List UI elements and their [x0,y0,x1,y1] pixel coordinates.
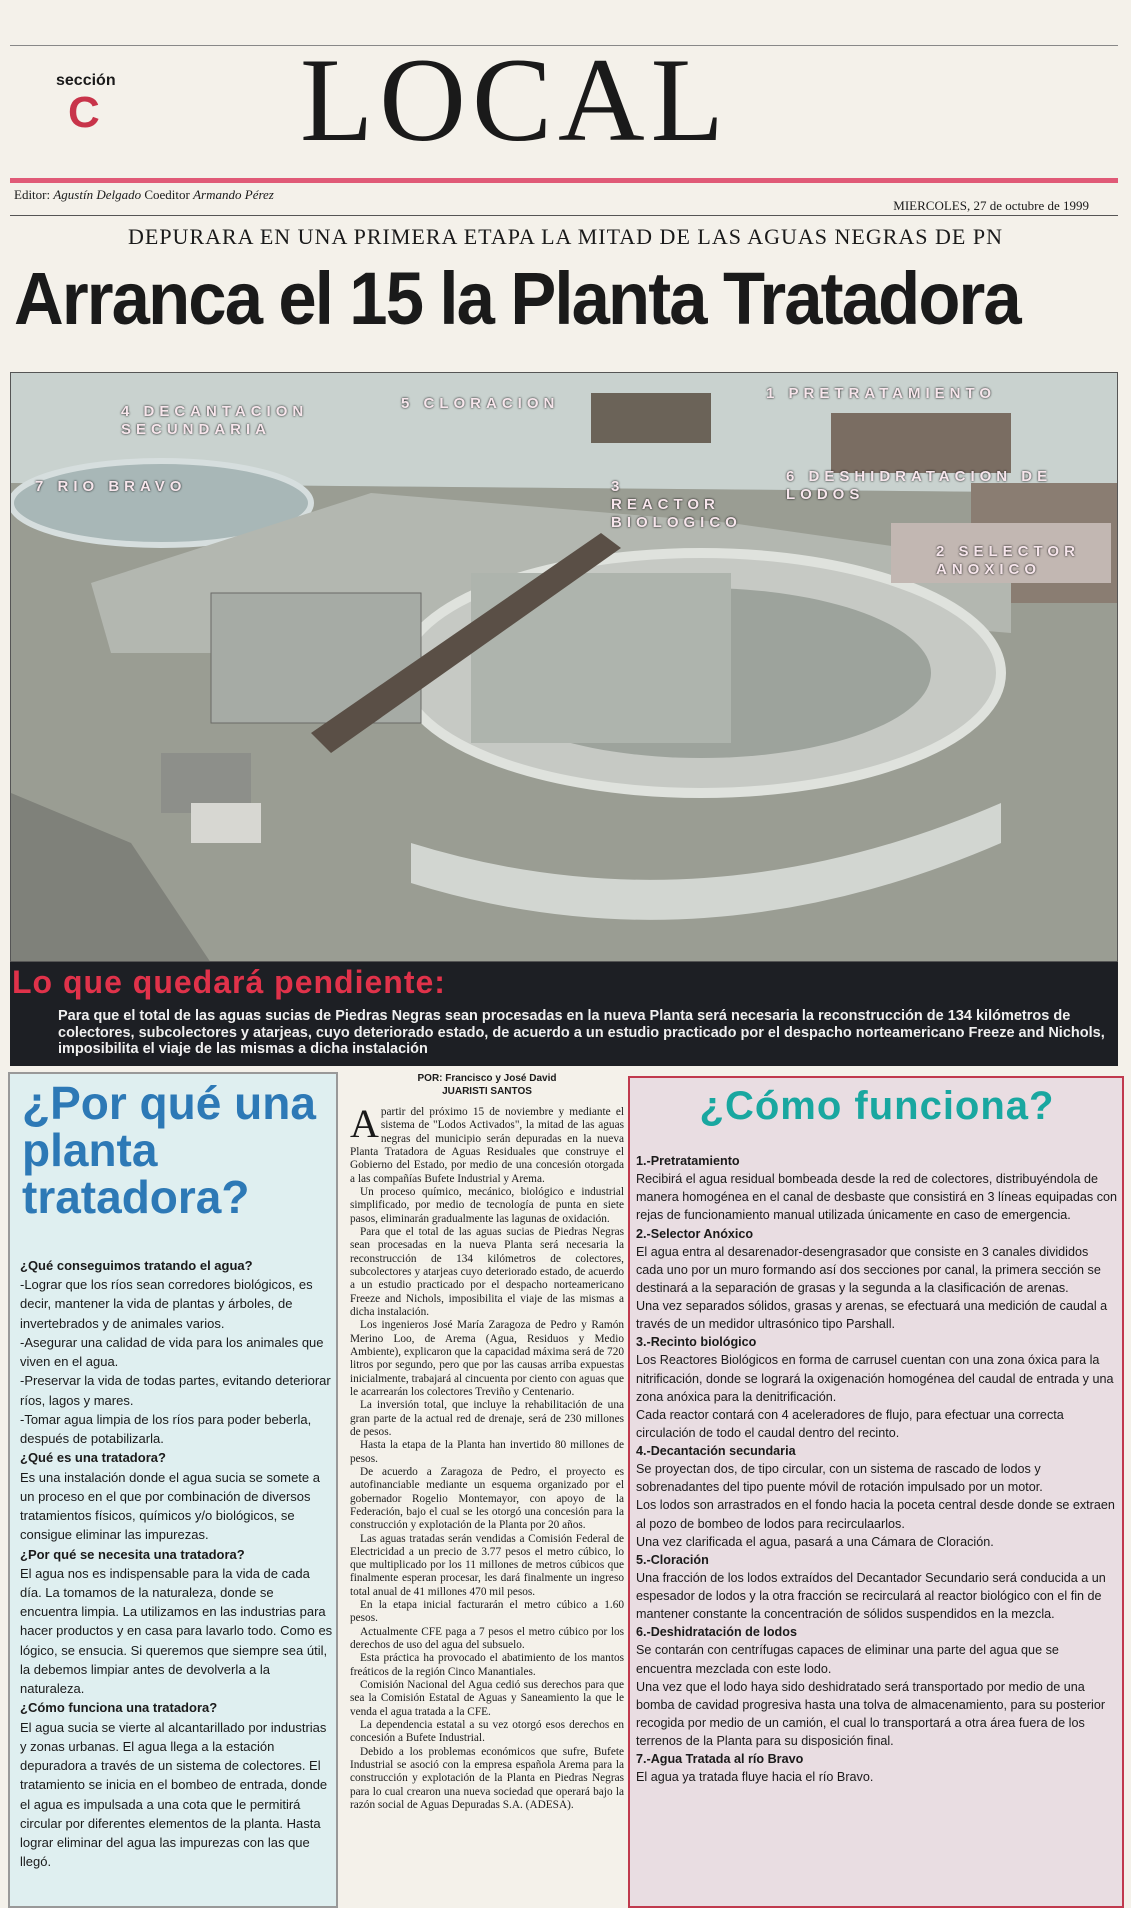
step-6-text: Se contarán con centrífugas capaces de eliminar una parte del agua que se encuentra mezclada con este lodo. [636,1643,1059,1676]
step-4-text: Se proyectan dos, de tipo circular, con un sistema de rascado de lodos y sobrenadantes del tipo puente móvil de rotación impulsado por un motor. [636,1462,1043,1495]
masthead [0,0,1131,213]
article-p8: Las aguas tratadas serán vendidas a Comisión Federal de Electricidad a un precio de 3.77 pesos el metro cúbico, lo que multiplicado por los 11 millones de metros cúbicos que finalmente esperan procesar, les dará finalmente un ingreso total anual de 41 millones 470 mil pesos. [350,1532,624,1598]
byline-name: JUARISTI SANTOS [442,1086,532,1097]
article-body [350,1101,624,1812]
byline [350,1072,624,1098]
question-2: ¿Qué es una tratadora? [20,1450,166,1466]
how-it-works-title: ¿Cómo funciona? [699,1084,1055,1128]
coeditor-name: Armando Pérez [193,187,274,202]
step-1-title: 1.-Pretratamiento [636,1154,740,1168]
label-cloracion: 5 CLORACION [401,395,560,412]
why-plant-sidebar [8,1072,338,1908]
question-4: ¿Cómo funciona una tratadora? [20,1700,218,1716]
why-plant-title: ¿Por qué una planta tratadora? [22,1077,316,1223]
answer-1b: -Asegurar una calidad de vida para los animales que viven en el agua. [20,1334,324,1370]
editor-label: Editor: [14,187,51,202]
headline: Arranca el 15 la Planta Tratadora [14,257,1020,340]
article-p5: La inversión total, que incluye la rehabilitación de una gran parte de la actual red de drenaje, será de 230 millones de pesos. [350,1399,624,1438]
step-2-text: El agua entra al desarenador-desengrasador que consiste en 3 canales divididos cada uno por un muro formando así dos secciones por canal, la primera sección se destinará a la separación de grasas y la segunda a la clasificación de arenas. [636,1244,1101,1295]
article-p10: Actualmente CFE paga a 7 pesos el metro cúbico por los derechos de uso del agua del subsuelo. [350,1625,624,1652]
step-4-text-3: Una vez clarificada el agua, pasará a una Cámara de Cloración. [636,1534,994,1549]
article-p1: partir del próximo 15 de noviembre y mediante el sistema de "Lodos Activados", la mitad de las aguas negras del municipio serán depuradas en la nueva Planta Tratadora de Aguas Residuales que construye el Gobierno del Estado, por medio de una concesión otorgada a las compañías Bufete Industrial y Arema. [350,1106,624,1185]
article-p3: Para que el total de las aguas sucias de Piedras Negras sean procesadas en la nueva Planta será necesaria la reconstrucción de 134 kilómetros de colectores, subcolectores y atarjeas cuyo deteriorado estado, de acuerdo a un estudio practicado por el despacho norteamericano Freeze and Nichols, imposibilita el viaje de las mismas a dicha instalación. [350,1225,624,1318]
section-label: sección [56,72,116,89]
label-decantacion: 4 DECANTACION SECUNDARIA [121,403,309,438]
coeditor-label: Coeditor [144,187,190,202]
step-4-text-2: Los lodos son arrastrados en el fondo hacia la poceta central desde donde se extraen al pozo de bombeo de lodos para recirculaarlos. [636,1498,1115,1531]
step-4-title: 4.-Decantación secundaria [636,1444,796,1458]
step-7-title: 7.-Agua Tratada al río Bravo [636,1752,804,1767]
answer-1a: -Lograr que los ríos sean corredores biológicos, es decir, mantener la vida de plantas y árboles, de invertebrados y de animales varios. [20,1277,313,1331]
editor-name: Agustín Delgado [53,187,142,202]
how-it-works-sidebar [628,1076,1124,1908]
step-5-text: Una fracción de los lodos extraídos del Decantador Secundario será conducida a un espesador de lodos y la otra fracción se recirculará al reactor biológico con el fin de mantener constante la concentración de sólidos suspendidos en la mezcla. [636,1570,1106,1622]
date-line: MIERCOLES, 27 de octubre de 1999 [893,198,1089,213]
masthead-rule [10,178,1118,183]
byline-por: POR: Francisco y José David [417,1073,557,1084]
question-3: ¿Por qué se necesita una tratadora? [20,1546,245,1562]
header-divider [10,215,1118,216]
pending-title: Lo que quedará pendiente: [12,964,446,1000]
pending-banner [10,962,1118,1066]
why-plant-body [20,1256,334,1872]
answer-4: El agua sucia se vierte al alcantarillado por industrias y zonas urbanas. El agua llega a la estación depuradora a través de un sistema de colectores. El tratamiento se inicia en el bombeo de entrada, donde el agua es impulsada a una cota que le permitirá circular por diferentes elementos de la planta. Hasta lograr eliminar del agua las impurezas con las que llegó. [20,1719,328,1870]
label-rio-bravo: 7 RIO BRAVO [35,478,187,495]
article-p12: Comisión Nacional del Agua cedió sus derechos para que sea la Comisión Estatal de Aguas y Saneamiento la que le venda el agua tratada a la CFE. [350,1679,624,1718]
article-p9: En la etapa inicial facturarán el metro cúbico a 1.60 pesos. [350,1599,624,1625]
article-p4: Los ingenieros José María Zaragoza de Pedro y Ramón Merino Loo, de Arema (Agua, Residuos y Medio Ambiente), explicaron que la capacidad máxima será de 720 litros por segundo, pero que por las causas arriba expuestas inicialmente, trabajará al cincuenta por ciento con aguas que le acarrearán los colectores Treviño y Centenario. [350,1319,624,1398]
plant-illustration [11,373,1118,962]
article-p14: Debido a los problemas económicos que sufre, Bufete Industrial se asoció con la empresa española Arema para la construcción y explotación de la Planta en Piedras Negras para lo cual crearon una nueva sociedad que operará bajo la razón social de Aguas Depuradas S.A. (ADESA). [350,1745,624,1812]
label-pretratamiento: 1 PRETRATAMIENTO [766,385,997,402]
answer-2: Es una instalación donde el agua sucia se somete a un proceso en el que por combinación de diversos tratamientos físicos, químicos y/o biológicos, se consigue eliminar las impurezas. [20,1469,320,1543]
construction-photo [10,372,1118,962]
step-2-title: 2.-Selector Anóxico [636,1226,754,1241]
step-6-title: 6.-Deshidratación de lodos [636,1625,797,1640]
step-5-title: 5.-Cloración [636,1552,709,1567]
label-selector: 2 SELECTOR ANOXICO [936,543,1080,578]
step-3-text-2: Cada reactor contará con 4 aceleradores de flujo, para efectuar una correcta circulación de todo el caudal dentro del recinto. [636,1407,1064,1440]
kicker: DEPURARA EN UNA PRIMERA ETAPA LA MITAD DE LAS AGUAS NEGRAS DE PN [128,224,1003,249]
step-3-text: Los Reactores Biológicos en forma de carrusel cuentan con una zona óxica para la nitrificación, donde se logrará la oxigenación homogénea del caudal de entrada y una zona anóxica para la denitrificación. [636,1353,1114,1404]
article-column [350,1072,624,1908]
how-it-works-body [636,1152,1118,1786]
step-2-text-2: Una vez separados sólidos, grasas y arenas, se efectuará una medición de caudal a través de un medidor ultrasónico tipo Parshall. [636,1299,1108,1332]
article-p6: Hasta la etapa de la Planta han invertido 80 millones de pesos. [350,1439,624,1465]
section-letter: C [68,88,100,137]
article-p13: La dependencia estatal a su vez otorgó esos derechos en concesión a Bufete Industrial. [350,1719,624,1745]
answer-1c: -Preservar la vida de todas partes, evitando deteriorar ríos, lagos y mares. [20,1373,331,1408]
article-p11: Esta práctica ha provocado el abatimiento de los mantos freáticos de la región Cinco Manantiales. [350,1652,624,1678]
pending-text: Para que el total de las aguas sucias de Piedras Negras sean procesadas en la nueva Planta será necesaria la reconstrucción de 134 kilómetros de colectores, subcolectores y atarjeas, cuyo deteriorado estado, de acuerdo a un estudio practicado por el despacho norteamericano Freeze and Nichols, imposibilita el viaje de las mismas a dicha instalación [58,1008,1105,1058]
answer-1d: -Tomar agua limpia de los ríos para poder beberla, después de potabilizarla. [20,1411,312,1447]
answer-3: El agua nos es indispensable para la vida de cada día. La tomamos de la naturaleza, donde se encuentra limpia. La utilizamos en las industrias para hacer productos y en casa para lavarlo todo. Como es lógico, se ensucia. Si queremos que siempre sea útil, la debemos limpiar antes de devolverla a la naturaleza. [20,1565,333,1697]
section-title: LOCAL [300,33,730,166]
label-deshidratacion: 6 DESHIDRATACION DE LODOS [786,468,1053,503]
question-1: ¿Qué conseguimos tratando el agua? [20,1258,253,1273]
drop-cap: A [350,1101,379,1146]
article-p7: De acuerdo a Zaragoza de Pedro, el proyecto es autofinanciable mediante un esquema organizado por el gobernador Rogelio Montemayor, con apoyo de la Federación, bajo el cual se les otorgó una concesión para la construcción y explotación de la Planta por 20 años. [350,1465,624,1532]
article-p2: Un proceso químico, mecánico, biológico e industrial simplificado, por medio de tecnología de punta en siete pasos, eliminarán gradualmente las lagunas de oxidación. [350,1185,624,1225]
label-reactor: 3 REACTOR BIOLOGICO [611,478,742,531]
step-3-title: 3.-Recinto biológico [636,1335,757,1350]
step-7-text: El agua ya tratada fluye hacia el río Bravo. [636,1770,874,1785]
step-1-text: Recibirá el agua residual bombeada desde la red de colectores, distribuyéndola de manera homogénea en el canal de desbaste que consistirá en 3 líneas equipadas con rejas de funcionamiento manual utilizada únicamente en caso de emergencia. [636,1172,1117,1223]
editor-line [14,187,274,203]
step-6-text-2: Una vez que el lodo haya sido deshidratado será transportado por medio de una bomba de cavidad progresiva hasta una tolva de almacenamiento, para su posterior recogida por medio de un camión, el cual lo transportará a otra área fuera de los terrenos de la Planta para su disposición final. [636,1679,1106,1748]
